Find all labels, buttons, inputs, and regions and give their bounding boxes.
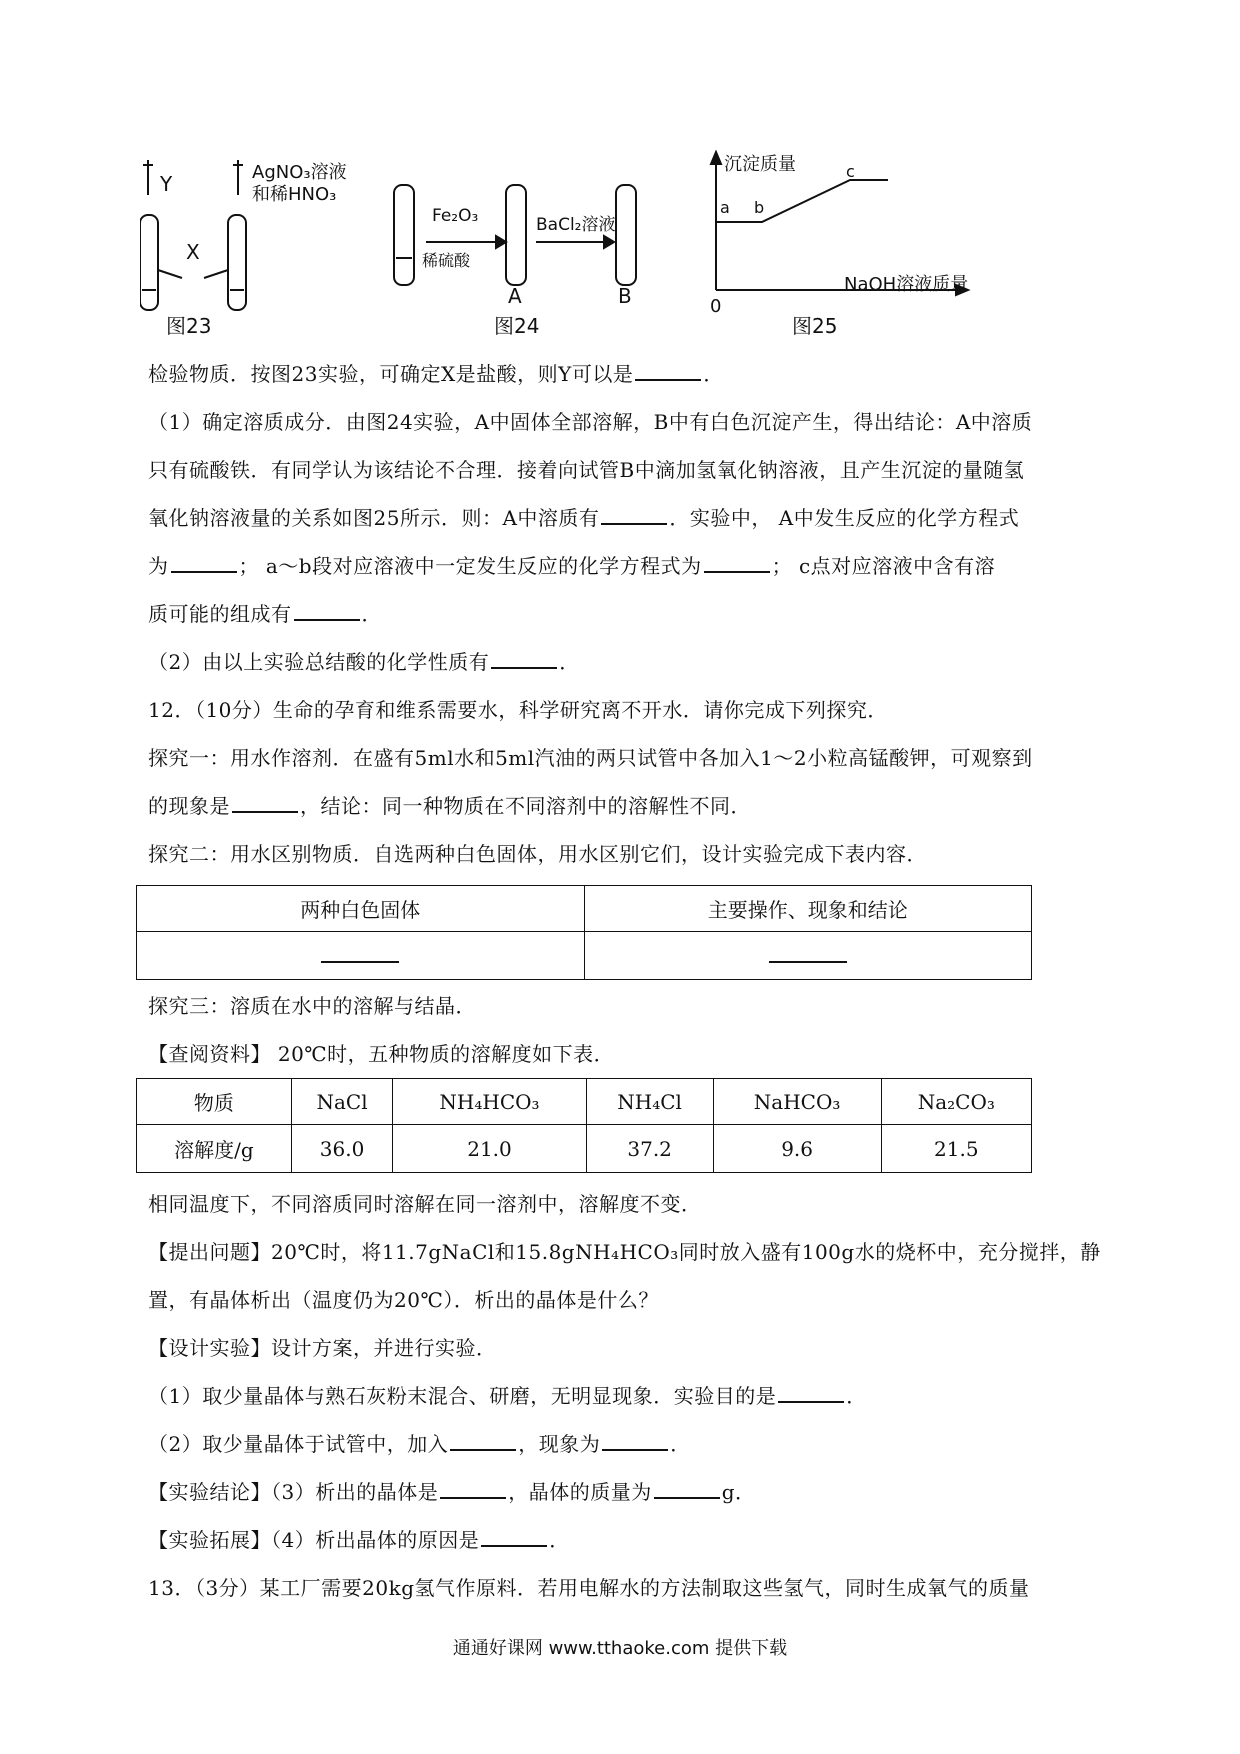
- line-18b: ．: [846, 1384, 867, 1408]
- table2-r2-c3: 21.0: [393, 1125, 586, 1173]
- answer-blank[interactable]: [294, 601, 360, 621]
- answer-blank[interactable]: [601, 505, 667, 525]
- line-1-text: 检验物质．按图23实验，可确定X是盐酸，则Y可以是: [148, 362, 634, 386]
- fig24-arrow1-label: Fe₂O₃: [432, 206, 479, 226]
- line-4a: 氧化钠溶液量的关系如图25所示．则：A中溶质有: [148, 506, 600, 530]
- line-20b: ，晶体的质量为: [508, 1480, 652, 1504]
- table1-cell-2[interactable]: [584, 932, 1032, 980]
- fig25-point-a: a: [720, 198, 730, 217]
- fig23-apparatus: [140, 160, 246, 310]
- answer-blank[interactable]: [654, 1479, 720, 1499]
- table1-cell-1[interactable]: [137, 932, 585, 980]
- table2-r2-c2: 36.0: [291, 1125, 393, 1173]
- line-4: [148, 502, 1019, 531]
- line-10: [148, 790, 751, 819]
- line-7a: （2）由以上实验总结酸的化学性质有: [148, 650, 490, 674]
- answer-blank[interactable]: [778, 1383, 844, 1403]
- answer-blank[interactable]: [704, 553, 770, 573]
- table1-header-1: 两种白色固体: [137, 886, 585, 932]
- line-13: 【查阅资料】 20℃时，五种物质的溶解度如下表．: [148, 1042, 615, 1066]
- experiment-design-table: [136, 885, 1032, 980]
- line-1: [148, 358, 724, 387]
- line-18a: （1）取少量晶体与熟石灰粉末混合、研磨，无明显现象．实验目的是: [148, 1384, 777, 1408]
- line-1-end: ．: [703, 362, 724, 386]
- table2-r2-c6: 21.5: [881, 1125, 1031, 1173]
- line-20a: 【实验结论】（3）析出的晶体是: [148, 1480, 439, 1504]
- fig23-y-label: Y: [160, 172, 173, 196]
- fig25-series-line: [716, 180, 888, 222]
- line-11: 探究二：用水区别物质．自选两种白色固体，用水区别它们，设计实验完成下表内容．: [148, 842, 927, 866]
- table2-r2-c4: 37.2: [586, 1125, 713, 1173]
- line-3: 只有硫酸铁．有同学认为该结论不合理．接着向试管B中滴加氢氧化钠溶液，且产生沉淀的量随氢: [148, 458, 1025, 482]
- line-19a: （2）取少量晶体于试管中，加入: [148, 1432, 449, 1456]
- table2-r1-c1: 物质: [137, 1079, 292, 1125]
- line-9: 探究一：用水作溶剂．在盛有5ml水和5ml汽油的两只试管中各加入1～2小粒高锰酸钾，可观察到: [148, 746, 1033, 770]
- fig24-tube-b-label: B: [618, 284, 632, 308]
- page-footer: 通通好课网 www.tthaoke.com 提供下载: [452, 1638, 788, 1659]
- answer-blank[interactable]: [440, 1479, 506, 1499]
- line-7b: ．: [559, 650, 580, 674]
- line-8: 12．（10分）生命的孕育和维系需要水，科学研究离不开水．请你完成下列探究．: [148, 698, 888, 722]
- line-21a: 【实验拓展】（4）析出晶体的原因是: [148, 1528, 480, 1552]
- answer-blank[interactable]: [450, 1431, 516, 1451]
- line-6b: ．: [361, 602, 382, 626]
- fig25-xlabel: NaOH溶液质量: [844, 274, 969, 295]
- answer-blank[interactable]: [171, 553, 237, 573]
- fig25-origin: 0: [710, 296, 722, 317]
- answer-blank[interactable]: [491, 649, 557, 669]
- fig24-arrow2-label: BaCl₂溶液: [536, 215, 616, 235]
- line-10b: ，结论：同一种物质在不同溶剂中的溶解性不同．: [300, 794, 751, 818]
- table2-r2-c1: 溶解度/g: [137, 1125, 292, 1173]
- table2-r1-c3: NH₄HCO₃: [393, 1079, 586, 1125]
- line-2: （1）确定溶质成分．由图24实验，A中固体全部溶解，B中有白色沉淀产生，得出结论：A中溶质: [148, 410, 1033, 434]
- answer-blank[interactable]: [232, 793, 298, 813]
- fig23-reagent-line1: AgNO₃溶液: [252, 162, 347, 183]
- fig25-caption: 图25: [792, 314, 838, 338]
- table2-r2-c5: 9.6: [713, 1125, 881, 1173]
- answer-blank[interactable]: [481, 1527, 547, 1547]
- table2-r1-c4: NH₄Cl: [586, 1079, 713, 1125]
- line-19: [148, 1428, 691, 1457]
- solubility-table: [136, 1078, 1032, 1173]
- line-7: [148, 646, 580, 675]
- line-18: [148, 1380, 867, 1409]
- line-19b: ，现象为: [518, 1432, 601, 1456]
- answer-blank[interactable]: [635, 361, 701, 381]
- line-4b: ．实验中， A中发生反应的化学方程式: [669, 506, 1020, 530]
- fig23-caption: 图23: [166, 314, 212, 338]
- line-21: [148, 1524, 570, 1553]
- line-16: 置，有晶体析出（温度仍为20℃）．析出的晶体是什么？: [148, 1288, 659, 1312]
- figures-strip: [140, 150, 1100, 340]
- line-17: 【设计实验】设计方案，并进行实验．: [148, 1336, 497, 1360]
- answer-blank[interactable]: [602, 1431, 668, 1451]
- line-20: [148, 1476, 756, 1505]
- line-5c: ； c点对应溶液中含有溶: [771, 554, 996, 578]
- table1-header-2: 主要操作、现象和结论: [584, 886, 1032, 932]
- line-5: [148, 550, 995, 579]
- fig24-tube-a-label: A: [508, 284, 522, 308]
- line-14: 相同温度下，不同溶质同时溶解在同一溶剂中，溶解度不变．: [148, 1192, 702, 1216]
- line-10a: 的现象是: [148, 794, 230, 818]
- line-19c: ．: [670, 1432, 691, 1456]
- line-6: [148, 598, 382, 627]
- table2-r1-c2: NaCl: [291, 1079, 393, 1125]
- fig24-liquid-label: 稀硫酸: [422, 251, 471, 270]
- line-20c: g．: [721, 1480, 756, 1504]
- answer-blank[interactable]: [769, 943, 847, 963]
- line-5a: 为: [148, 554, 169, 578]
- answer-blank[interactable]: [321, 943, 399, 963]
- line-5b: ； a～b段对应溶液中一定发生反应的化学方程式为: [238, 554, 702, 578]
- line-15: 【提出问题】20℃时，将11.7gNaCl和15.8gNH₄HCO₃同时放入盛有100g水的烧杯中，充分搅拌，静: [148, 1240, 1101, 1264]
- fig25-point-c: c: [846, 162, 855, 181]
- line-6a: 质可能的组成有: [148, 602, 292, 626]
- fig25-ylabel: 沉淀质量: [724, 154, 796, 175]
- table2-r1-c6: Na₂CO₃: [881, 1079, 1031, 1125]
- line-22: 13．（3分）某工厂需要20kg氢气作原料．若用电解水的方法制取这些氢气，同时生成氧气的质量: [148, 1576, 1030, 1600]
- fig24-caption: 图24: [494, 314, 540, 338]
- line-21b: ．: [549, 1528, 570, 1552]
- fig23-reagent-line2: 和稀HNO₃: [252, 184, 337, 205]
- line-12: 探究三：溶质在水中的溶解与结晶．: [148, 994, 476, 1018]
- table2-r1-c5: NaHCO₃: [713, 1079, 881, 1125]
- fig25-point-b: b: [754, 198, 765, 217]
- fig23-x-label: X: [186, 240, 200, 264]
